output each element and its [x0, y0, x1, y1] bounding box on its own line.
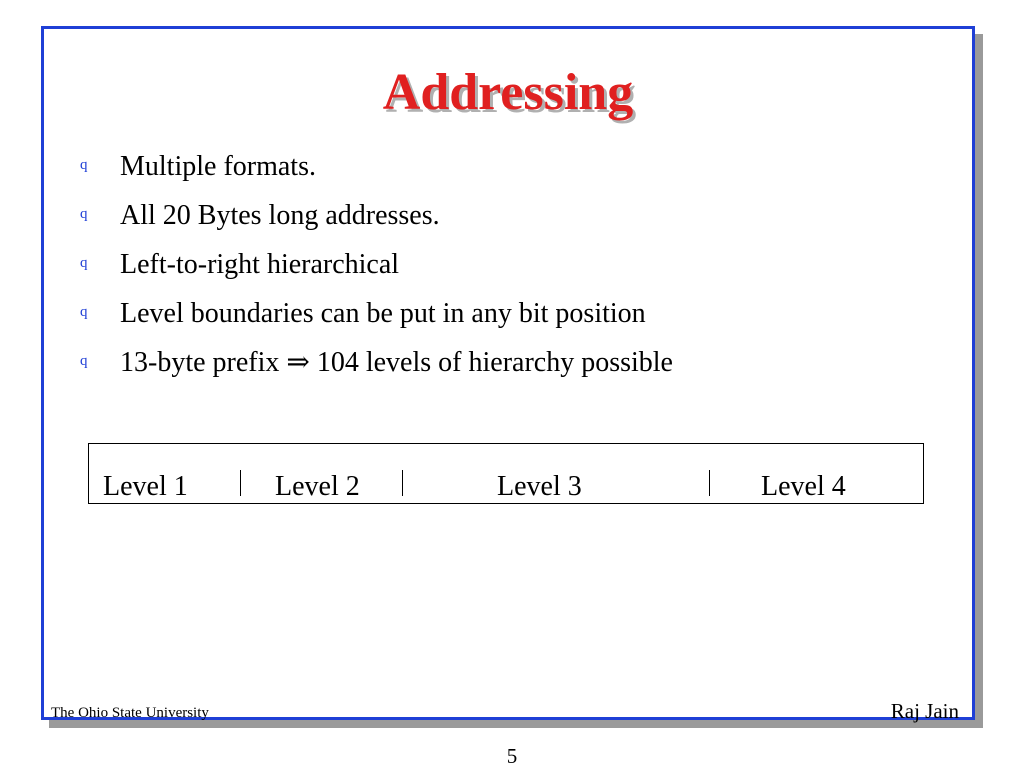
bullet-text: Left-to-right hierarchical	[120, 249, 400, 280]
level-divider	[709, 470, 710, 496]
bullet-text: Multiple formats.	[120, 151, 316, 182]
bullet-text: All 20 Bytes long addresses.	[120, 200, 440, 231]
slide-title: Addressing	[382, 64, 634, 121]
address-level-diagram	[88, 443, 924, 504]
page-number: 5	[506, 744, 518, 768]
bullet-text: Level boundaries can be put in any bit position	[120, 298, 646, 329]
level-3-label: Level 3	[497, 471, 582, 502]
slide-frame	[41, 26, 975, 723]
level-4-label: Level 4	[761, 471, 846, 502]
level-1-label: Level 1	[103, 471, 188, 502]
footer-author: Raj Jain	[890, 699, 959, 723]
bullet-marker-icon: q	[80, 304, 88, 320]
bullet-text: 13-byte prefix ⇒ 104 levels of hierarchy possible	[120, 347, 673, 378]
footer-institution: The Ohio State University	[51, 705, 209, 721]
level-2-label: Level 2	[275, 471, 360, 502]
bullet-marker-icon: q	[80, 206, 88, 222]
level-divider	[240, 470, 241, 496]
bullet-marker-icon: q	[80, 353, 88, 369]
bullet-marker-icon: q	[80, 157, 88, 173]
level-divider	[402, 470, 403, 496]
bullet-marker-icon: q	[80, 255, 88, 271]
